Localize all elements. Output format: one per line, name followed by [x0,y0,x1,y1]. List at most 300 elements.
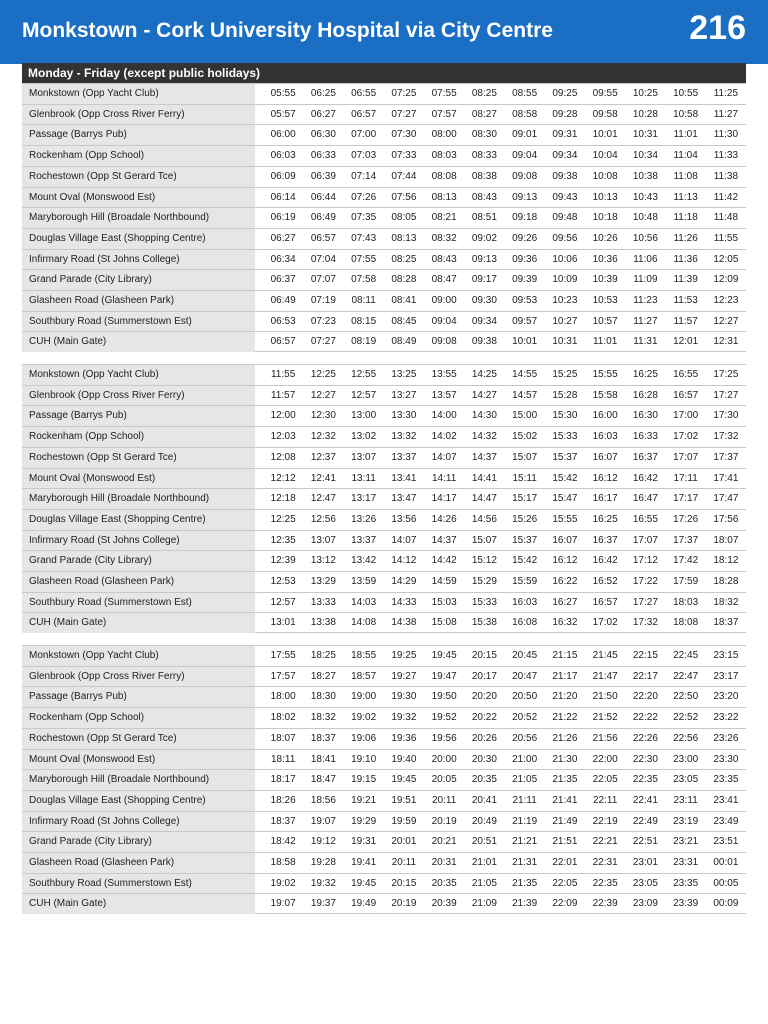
departure-times [263,687,746,707]
departure-times [263,188,746,208]
departure-times [263,312,746,332]
departure-time: 11:36 [673,254,698,265]
departure-time: 12:05 [713,254,739,265]
departure-time: 23:00 [673,754,699,765]
departure-time: 06:49 [310,212,336,223]
departure-time: 18:00 [270,691,296,702]
departure-time: 09:13 [471,254,497,265]
departure-time: 16:17 [592,493,618,504]
departure-time: 22:21 [592,836,618,847]
departure-time: 00:05 [713,878,739,889]
departure-time: 14:07 [431,452,457,463]
departure-time: 21:52 [592,712,618,723]
departure-time: 15:28 [552,390,578,401]
departure-time: 11:30 [713,129,739,140]
table-row [22,893,746,914]
departure-time: 15:12 [471,555,497,566]
departure-time: 18:27 [310,671,336,682]
departure-time: 19:15 [351,774,377,785]
stop-name: Monkstown (Opp Yacht Club) [22,646,255,666]
departure-time: 11:33 [713,150,739,161]
departure-time: 14:25 [471,369,497,380]
stop-name: Grand Parade (City Library) [22,832,255,852]
departure-time: 12:25 [310,369,336,380]
stop-name: Maryborough Hill (Broadale Northbound) [22,208,255,228]
departure-time: 08:21 [431,212,457,223]
departure-time: 12:01 [673,336,699,347]
departure-time: 12:37 [310,452,336,463]
departure-time: 21:49 [552,816,578,827]
departure-time: 11:57 [673,316,698,327]
stop-name: Glenbrook (Opp Cross River Ferry) [22,386,255,406]
departure-time: 13:00 [351,410,377,421]
departure-times [263,386,746,406]
departure-time: 21:19 [512,816,538,827]
departure-time: 08:00 [431,129,457,140]
departure-time: 19:25 [391,650,417,661]
departure-time: 18:08 [673,617,699,628]
departure-times [263,708,746,728]
departure-time: 08:03 [431,150,457,161]
departure-time: 10:26 [592,233,618,244]
departure-times [263,832,746,852]
departure-time: 20:19 [391,898,417,909]
departure-times [263,146,746,166]
departure-time: 17:59 [673,576,699,587]
departure-time: 10:01 [592,129,618,140]
timetable-header [0,0,768,64]
departure-time: 09:00 [431,295,457,306]
departure-times [263,270,746,290]
departure-time: 19:50 [431,691,457,702]
departure-time: 08:08 [431,171,457,182]
departure-time: 19:07 [270,898,296,909]
table-row [22,331,746,352]
departure-time: 17:41 [713,473,739,484]
departure-time: 07:00 [351,129,377,140]
departure-time: 14:17 [431,493,457,504]
departure-time: 10:18 [592,212,618,223]
departure-time: 19:02 [351,712,377,723]
table-row [22,385,746,406]
departure-times [263,667,746,687]
departure-time: 22:35 [632,774,658,785]
departure-times [263,427,746,447]
departure-time: 10:01 [512,336,538,347]
departure-time: 09:02 [471,233,497,244]
departure-time: 19:32 [310,878,336,889]
departure-time: 14:56 [471,514,497,525]
departure-time: 18:12 [713,555,739,566]
departure-time: 21:05 [471,878,497,889]
stop-name: Grand Parade (City Library) [22,270,255,290]
departure-time: 20:15 [391,878,417,889]
departure-time: 09:17 [471,274,497,285]
departure-time: 20:22 [471,712,497,723]
departure-time: 19:52 [431,712,457,723]
departure-time: 21:35 [552,774,578,785]
departure-times [263,729,746,749]
departure-time: 13:32 [391,431,417,442]
stop-name: Mount Oval (Monswood Est) [22,188,255,208]
stop-name: Infirmary Road (St Johns College) [22,250,255,270]
departure-time: 10:36 [592,254,618,265]
departure-time: 13:42 [351,555,377,566]
departure-time: 18:26 [270,795,296,806]
departure-time: 06:37 [270,274,296,285]
departure-time: 17:17 [673,493,699,504]
departure-time: 20:11 [431,795,457,806]
departure-time: 09:34 [471,316,497,327]
departure-time: 14:00 [431,410,457,421]
stop-name: Rochestown (Opp St Gerard Tce) [22,448,255,468]
departure-time: 18:55 [351,650,377,661]
departure-time: 07:57 [431,109,457,120]
departure-time: 16:00 [592,410,618,421]
stop-name: Rochestown (Opp St Gerard Tce) [22,167,255,187]
departure-time: 23:05 [632,878,658,889]
stop-name: Glasheen Road (Glasheen Park) [22,853,255,873]
departure-time: 13:26 [351,514,377,525]
departure-times [263,489,746,509]
departure-time: 20:50 [512,691,538,702]
departure-time: 10:34 [632,150,658,161]
departure-time: 21:00 [512,754,538,765]
departure-time: 22:22 [632,712,658,723]
departure-time: 21:22 [552,712,578,723]
departure-time: 21:35 [512,878,538,889]
departure-times [263,229,746,249]
departure-time: 08:11 [351,295,376,306]
departure-time: 12:27 [310,390,336,401]
departure-time: 08:49 [391,336,417,347]
departure-time: 06:34 [270,254,296,265]
departure-time: 06:00 [270,129,296,140]
departure-time: 07:35 [351,212,377,223]
stop-name: Southbury Road (Summerstown Est) [22,312,255,332]
route-number: 216 [689,9,746,47]
departure-time: 08:45 [391,316,417,327]
departure-time: 20:35 [471,774,497,785]
departure-time: 21:26 [552,733,578,744]
departure-time: 18:57 [351,671,377,682]
departure-time: 08:38 [471,171,497,182]
stop-name: Glenbrook (Opp Cross River Ferry) [22,105,255,125]
departure-time: 22:26 [632,733,658,744]
departure-time: 22:17 [632,671,658,682]
departure-time: 10:55 [673,88,699,99]
departure-time: 09:57 [512,316,538,327]
departure-time: 11:57 [270,390,296,401]
departure-time: 19:32 [391,712,417,723]
table-row [22,571,746,592]
departure-time: 23:41 [713,795,739,806]
departure-time: 15:47 [552,493,578,504]
route-title: Monkstown - Cork University Hospital via City Centre [22,19,553,42]
stop-name: Rockenham (Opp School) [22,708,255,728]
departure-time: 15:33 [471,597,497,608]
departure-time: 17:25 [713,369,739,380]
departure-time: 15:33 [552,431,578,442]
stop-name: Mount Oval (Monswood Est) [22,469,255,489]
stop-name: Infirmary Road (St Johns College) [22,812,255,832]
departure-time: 17:57 [270,671,296,682]
departure-time: 10:58 [673,109,699,120]
departure-time: 11:04 [673,150,698,161]
departure-time: 22:30 [632,754,658,765]
departure-time: 14:47 [471,493,497,504]
departure-time: 16:55 [673,369,699,380]
departure-time: 19:47 [431,671,457,682]
departure-time: 20:20 [471,691,497,702]
departure-time: 10:57 [592,316,618,327]
departure-time: 11:06 [633,254,658,265]
departure-time: 13:57 [431,390,457,401]
departure-time: 07:30 [391,129,417,140]
departure-time: 17:27 [632,597,658,608]
departure-time: 06:49 [270,295,296,306]
departure-time: 21:41 [552,795,578,806]
departure-time: 08:13 [391,233,417,244]
departure-time: 19:45 [351,878,377,889]
departure-time: 15:17 [512,493,538,504]
stop-name: Mount Oval (Monswood Est) [22,750,255,770]
table-row [22,269,746,290]
departure-time: 23:49 [713,816,739,827]
departure-time: 14:42 [431,555,457,566]
departure-time: 08:51 [471,212,497,223]
departure-time: 19:40 [391,754,417,765]
departure-time: 09:01 [512,129,538,140]
departure-time: 17:37 [673,535,699,546]
departure-time: 06:14 [270,192,296,203]
departure-time: 22:05 [592,774,618,785]
departure-time: 15:25 [552,369,578,380]
departure-time: 06:27 [310,109,336,120]
departure-time: 17:32 [713,431,739,442]
departure-time: 22:19 [592,816,618,827]
departure-time: 15:26 [512,514,538,525]
table-row [22,249,746,270]
departure-time: 21:39 [512,898,538,909]
departure-time: 10:04 [592,150,618,161]
departure-time: 09:13 [512,192,538,203]
departure-times [263,125,746,145]
departure-time: 15:00 [512,410,538,421]
departure-time: 20:05 [431,774,457,785]
departure-time: 20:51 [471,836,497,847]
departure-time: 20:26 [471,733,497,744]
departure-time: 07:56 [391,192,417,203]
departure-time: 09:30 [471,295,497,306]
departure-time: 20:39 [431,898,457,909]
departure-time: 14:55 [512,369,538,380]
departure-time: 21:20 [552,691,578,702]
departure-time: 06:03 [270,150,296,161]
departure-time: 16:27 [552,597,578,608]
departure-times [263,812,746,832]
departure-time: 10:25 [632,88,658,99]
departure-time: 19:41 [351,857,377,868]
departure-time: 08:19 [351,336,377,347]
departure-time: 19:07 [310,816,336,827]
departure-time: 00:01 [713,857,739,868]
departure-time: 16:22 [552,576,578,587]
stop-name: CUH (Main Gate) [22,894,255,914]
stop-name: Maryborough Hill (Broadale Northbound) [22,770,255,790]
departure-time: 09:08 [431,336,457,347]
departure-time: 23:15 [713,650,739,661]
departure-time: 08:32 [431,233,457,244]
departure-time: 14:57 [512,390,538,401]
departure-time: 07:07 [310,274,336,285]
departure-time: 18:42 [270,836,296,847]
departure-time: 21:56 [592,733,618,744]
departure-time: 18:25 [310,650,336,661]
departure-time: 14:41 [471,473,497,484]
departure-time: 09:48 [552,212,578,223]
departure-time: 14:37 [471,452,497,463]
departure-time: 16:03 [592,431,618,442]
table-row [22,550,746,571]
departure-time: 14:27 [471,390,497,401]
stop-name: Monkstown (Opp Yacht Club) [22,365,255,385]
departure-time: 15:07 [512,452,538,463]
departure-time: 16:37 [592,535,618,546]
departure-time: 14:08 [351,617,377,628]
departure-time: 13:33 [310,597,336,608]
departure-time: 05:57 [270,109,296,120]
departure-time: 10:31 [552,336,578,347]
departure-time: 13:07 [310,535,336,546]
departure-time: 12:27 [713,316,739,327]
departure-times [263,572,746,592]
departure-time: 15:38 [471,617,497,628]
table-row [22,728,746,749]
departure-time: 11:39 [673,274,698,285]
departure-time: 16:25 [592,514,618,525]
table-row [22,426,746,447]
departure-time: 16:57 [673,390,699,401]
table-row [22,509,746,530]
departure-time: 11:01 [673,129,698,140]
departure-times [263,250,746,270]
departure-time: 18:02 [270,712,296,723]
departure-time: 19:59 [391,816,417,827]
departure-time: 22:05 [552,878,578,889]
stop-name: Glasheen Road (Glasheen Park) [22,291,255,311]
departure-time: 19:36 [391,733,417,744]
departure-time: 12:57 [351,390,377,401]
departure-time: 12:55 [351,369,377,380]
departure-time: 07:55 [431,88,457,99]
departure-time: 08:25 [391,254,417,265]
departure-time: 11:27 [633,316,658,327]
departure-time: 22:47 [673,671,699,682]
departure-time: 20:52 [512,712,538,723]
departure-time: 23:35 [673,878,699,889]
departure-time: 23:19 [673,816,699,827]
departure-time: 12:30 [310,410,336,421]
departure-time: 23:05 [673,774,699,785]
departure-time: 18:07 [713,535,739,546]
departure-time: 12:23 [713,295,739,306]
departure-time: 19:00 [351,691,377,702]
departure-time: 10:53 [592,295,618,306]
departure-time: 14:26 [431,514,457,525]
departure-time: 18:32 [310,712,336,723]
departure-time: 13:11 [351,473,376,484]
departure-times [263,105,746,125]
departure-time: 11:27 [713,109,739,120]
table-row [22,769,746,790]
departure-times [263,469,746,489]
departure-time: 11:26 [673,233,698,244]
departure-time: 21:21 [512,836,538,847]
departure-time: 18:37 [310,733,336,744]
departure-time: 10:56 [632,233,658,244]
stop-name: Douglas Village East (Shopping Centre) [22,510,255,530]
departure-time: 19:51 [391,795,417,806]
departure-time: 23:22 [713,712,739,723]
departure-time: 10:23 [552,295,578,306]
departure-time: 08:58 [512,109,538,120]
departure-time: 15:42 [512,555,538,566]
departure-time: 12:57 [270,597,296,608]
departure-time: 09:18 [512,212,538,223]
departure-time: 12:08 [270,452,296,463]
departure-time: 11:31 [633,336,658,347]
stop-name: Southbury Road (Summerstown Est) [22,593,255,613]
departure-time: 14:12 [391,555,417,566]
departure-time: 18:11 [270,754,296,765]
departure-time: 16:12 [552,555,578,566]
departure-time: 14:37 [431,535,457,546]
stop-name: Grand Parade (City Library) [22,551,255,571]
departure-time: 18:32 [713,597,739,608]
table-row [22,311,746,332]
table-row [22,83,746,104]
departure-time: 16:25 [632,369,658,380]
departure-time: 11:01 [592,336,618,347]
departure-time: 19:31 [351,836,377,847]
departure-time: 12:25 [270,514,296,525]
departure-time: 16:08 [512,617,538,628]
departure-time: 09:31 [552,129,578,140]
departure-time: 10:08 [592,171,618,182]
stop-name: Passage (Barrys Pub) [22,406,255,426]
departure-time: 13:01 [270,617,296,628]
departure-time: 22:52 [673,712,699,723]
departure-time: 15:42 [552,473,578,484]
departure-time: 09:58 [592,109,618,120]
departure-time: 13:25 [391,369,417,380]
departure-time: 19:29 [351,816,377,827]
departure-time: 15:07 [471,535,497,546]
stop-name: Maryborough Hill (Broadale Northbound) [22,489,255,509]
timetable-block [22,364,746,633]
departure-time: 09:55 [592,88,618,99]
departure-times [263,167,746,187]
departure-time: 14:11 [431,473,457,484]
departure-time: 22:39 [592,898,618,909]
departure-time: 22:51 [632,836,658,847]
departure-time: 16:30 [632,410,658,421]
departure-times [263,874,746,894]
departure-time: 18:07 [270,733,296,744]
table-row [22,831,746,852]
departure-time: 12:53 [270,576,296,587]
